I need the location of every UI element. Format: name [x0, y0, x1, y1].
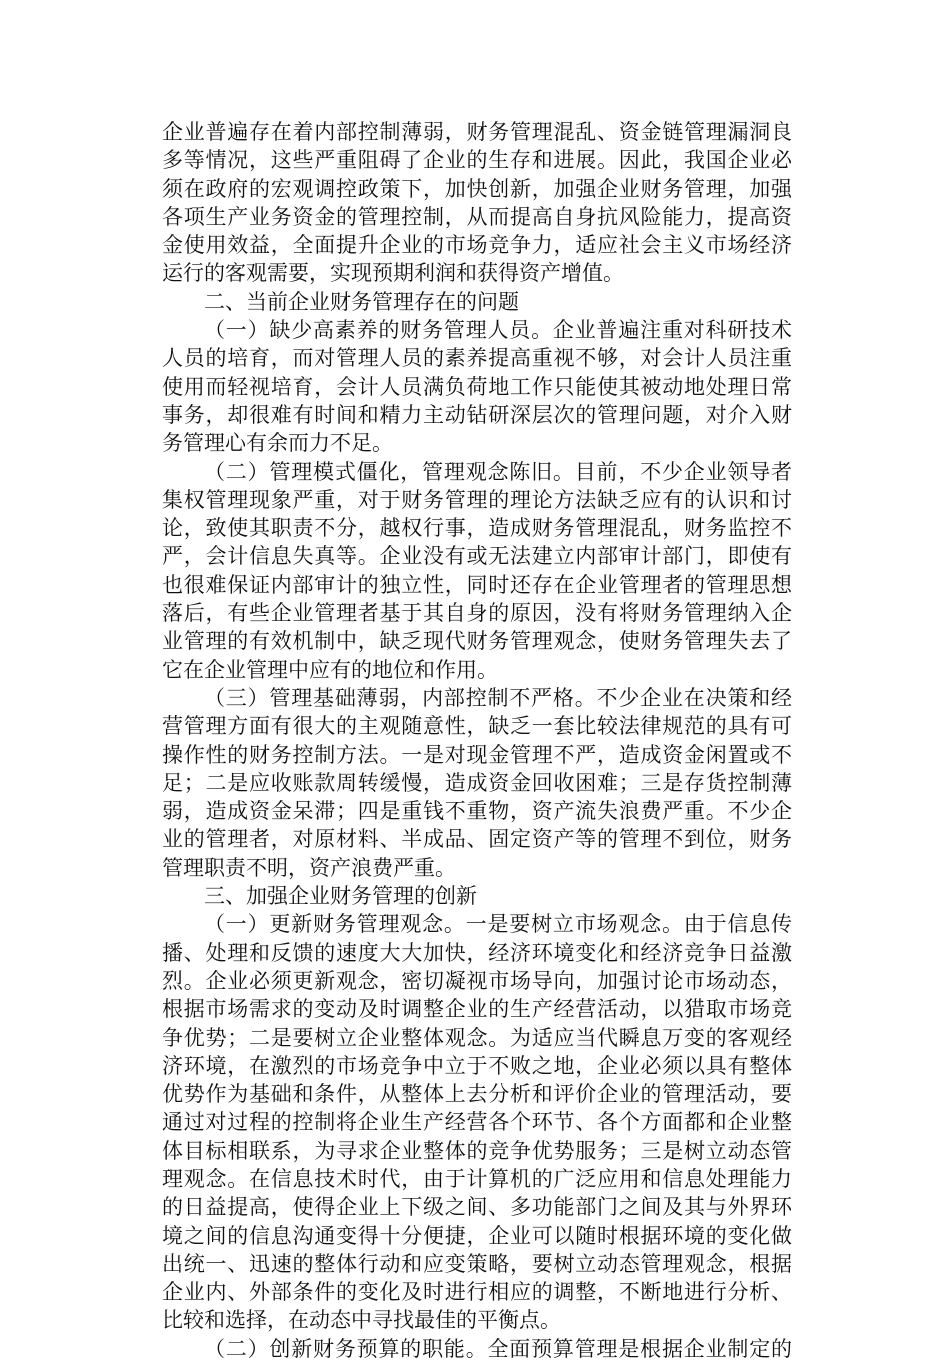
paragraph-first-line: （二）创新财务预算的职能。全面预算管理是根据企业制定的 — [204, 1336, 792, 1361]
paragraph-first-line: （三）管理基础薄弱，内部控制不严格。不少企业在决策和经 — [204, 685, 792, 710]
body-text-line: 金使用效益，全面提升企业的市场竞争力，适应社会主义市场经济 — [162, 233, 792, 258]
section-heading: 三、加强企业财务管理的创新 — [204, 884, 477, 909]
paragraph-first-line: （一）更新财务管理观念。一是要树立市场观念。由于信息传 — [204, 912, 792, 937]
body-text-line: 播、处理和反馈的速度大大加快，经济环境变化和经济竞争日益激 — [162, 940, 792, 965]
body-text-line: 须在政府的宏观调控政策下，加快创新，加强企业财务管理，加强 — [162, 176, 792, 201]
paragraph-first-line: （一）缺少高素养的财务管理人员。企业普遍注重对科研技术 — [204, 318, 792, 343]
body-text-line: 烈。企业必须更新观念，密切凝视市场导向，加强讨论市场动态， — [162, 968, 792, 993]
body-text-line: 根据市场需求的变动及时调整企业的生产经营活动，以猎取市场竞 — [162, 997, 792, 1022]
document-body — [162, 118, 792, 1363]
body-text-line: 弱，造成资金呆滞；四是重钱不重物，资产流失浪费严重。不少企 — [162, 799, 792, 824]
body-text-line: 各项生产业务资金的管理控制，从而提高自身抗风险能力，提高资 — [162, 204, 792, 229]
body-text-line: 企业内、外部条件的变化及时进行相应的调整，不断地进行分析、 — [162, 1280, 792, 1305]
body-text-line: 使用而轻视培育，会计人员满负荷地工作只能使其被动地处理日常 — [162, 374, 792, 399]
body-text-line: 境之间的信息沟通变得十分便捷，企业可以随时根据环境的变化做 — [162, 1223, 792, 1248]
body-text-line: 争优势；二是要树立企业整体观念。为适应当代瞬息万变的客观经 — [162, 1025, 792, 1050]
body-text-line: 严，会计信息失真等。企业没有或无法建立内部审计部门，即使有 — [162, 544, 792, 569]
body-text-line: 出统一、迅速的整体行动和应变策略，要树立动态管理观念，根据 — [162, 1251, 792, 1276]
body-text-line: 足；二是应收账款周转缓慢，造成资金回收困难；三是存货控制薄 — [162, 770, 792, 795]
body-text-line: 运行的客观需要，实现预期利润和获得资产增值。 — [162, 261, 624, 286]
body-text-line: 企业普遍存在着内部控制薄弱，财务管理混乱、资金链管理漏洞良 — [162, 120, 792, 144]
body-text-line: 人员的培育，而对管理人员的素养提高重视不够，对会计人员注重 — [162, 346, 792, 371]
body-text-line: 也很难保证内部审计的独立性，同时还存在企业管理者的管理思想 — [162, 572, 792, 597]
body-text-line: 业管理的有效机制中，缺乏现代财务管理观念，使财务管理失去了 — [162, 629, 792, 654]
body-text-line: 事务，却很难有时间和精力主动钻研深层次的管理问题，对介入财 — [162, 402, 792, 427]
body-text-line: 管理职责不明，资产浪费严重。 — [162, 855, 456, 880]
body-text-line: 通过对过程的控制将企业生产经营各个环节、各个方面都和企业整 — [162, 1110, 792, 1135]
body-text-line: 它在企业管理中应有的地位和作用。 — [162, 657, 498, 682]
body-text-line: 体目标相联系，为寻求企业整体的竞争优势服务；三是树立动态管 — [162, 1138, 792, 1163]
body-text-line: 落后，有些企业管理者基于其自身的原因，没有将财务管理纳入企 — [162, 601, 792, 626]
body-text-line: 集权管理现象严重，对于财务管理的理论方法缺乏应有的认识和讨 — [162, 487, 792, 512]
body-text-line: 务管理心有余而力不足。 — [162, 431, 393, 456]
body-text-line: 营管理方面有很大的主观随意性，缺乏一套比较法律规范的具有可 — [162, 714, 792, 739]
body-text-line: 操作性的财务控制方法。一是对现金管理不严，造成资金闲置或不 — [162, 742, 792, 767]
body-text-line: 济环境，在激烈的市场竞争中立于不败之地，企业必须以具有整体 — [162, 1053, 792, 1078]
body-text-line: 业的管理者，对原材料、半成品、固定资产等的管理不到位，财务 — [162, 827, 792, 852]
section-heading: 二、当前企业财务管理存在的问题 — [204, 289, 519, 314]
paragraph-first-line: （二）管理模式僵化，管理观念陈旧。目前，不少企业领导者 — [204, 459, 792, 484]
body-text-line: 比较和选择，在动态中寻找最佳的平衡点。 — [162, 1308, 561, 1333]
body-text-line: 的日益提高，使得企业上下级之间、多功能部门之间及其与外界环 — [162, 1195, 792, 1220]
body-text-line: 论，致使其职责不分，越权行事，造成财务管理混乱，财务监控不 — [162, 516, 792, 541]
body-text-line: 优势作为基础和条件，从整体上去分析和评价企业的管理活动，要 — [162, 1082, 792, 1107]
body-text-line: 理观念。在信息技术时代，由于计算机的广泛应用和信息处理能力 — [162, 1166, 792, 1191]
body-text-line: 多等情况，这些严重阻碍了企业的生存和进展。因此，我国企业必 — [162, 148, 792, 173]
